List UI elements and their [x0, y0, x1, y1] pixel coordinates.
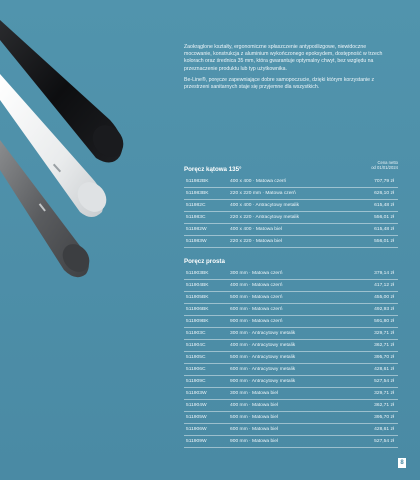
table-row	[184, 280, 398, 292]
product-code: 511909BK	[186, 319, 209, 324]
product-price: 362,71 zł	[374, 343, 394, 348]
table-row	[184, 340, 398, 352]
product-description: 900 mm · Antracytowy metalik	[230, 379, 296, 384]
product-price: 615,48 zł	[374, 227, 394, 232]
product-code: 511982W	[186, 227, 207, 232]
product-code: 511904W	[186, 403, 207, 408]
product-description: 400 mm · Matowa biel	[230, 403, 279, 408]
table-row	[184, 292, 398, 304]
section-title: Poręcz prosta	[184, 258, 225, 265]
product-code: 511909W	[186, 439, 207, 444]
product-code: 511905W	[186, 415, 207, 420]
product-description: 500 mm · Matowa biel	[230, 415, 279, 420]
product-code: 511903W	[186, 391, 207, 396]
price-header-label: Cena netto	[377, 160, 398, 165]
product-description: 400 mm · Matowa czerń	[230, 283, 283, 288]
table-row	[184, 412, 398, 424]
product-description: 500 mm · Antracytowy metalik	[230, 355, 296, 360]
product-code: 511904BK	[186, 283, 209, 288]
product-price: 455,00 zł	[374, 295, 394, 300]
product-description: 600 mm · Antracytowy metalik	[230, 367, 296, 372]
product-code: 511905BK	[186, 295, 209, 300]
table-row	[184, 212, 398, 224]
table-row	[184, 188, 398, 200]
product-price: 329,71 zł	[374, 391, 394, 396]
product-price: 395,70 zł	[374, 355, 394, 360]
table-row	[184, 376, 398, 388]
table-row	[184, 388, 398, 400]
table-row	[184, 224, 398, 236]
intro-paragraph-2: Be-Line®, poręcze zapewniające dobre samopoczucie, dzięki którym korzystanie z przestrzeni sanitarnych staje się przyjemne dla wszystkich.	[184, 76, 375, 91]
product-price: 527,54 zł	[374, 439, 394, 444]
product-code: 511906BK	[186, 307, 209, 312]
product-description: 220 x 220 · Antracytowy metalik	[230, 215, 300, 220]
product-description: 600 mm · Matowa biel	[230, 427, 279, 432]
product-price: 428,61 zł	[374, 367, 394, 372]
product-price: 417,12 zł	[374, 283, 394, 288]
product-price: 379,14 zł	[374, 271, 394, 276]
product-code: 511906W	[186, 427, 207, 432]
product-code: 511904C	[186, 343, 206, 348]
table-row	[184, 316, 398, 328]
price-header-date: od 01/01/2024	[371, 165, 398, 170]
table-row	[184, 304, 398, 316]
product-description: 220 x 220 mm · Matowa czerń	[230, 191, 296, 196]
product-code: 511903C	[186, 331, 206, 336]
section-title: Poręcz kątowa 135°	[184, 166, 242, 173]
section-corner-rail	[184, 160, 398, 173]
table-row	[184, 176, 398, 188]
product-price: 428,61 zł	[374, 427, 394, 432]
product-code: 511903BK	[186, 271, 209, 276]
product-description: 300 mm · Matowa biel	[230, 391, 279, 396]
product-description: 400 mm · Antracytowy metalik	[230, 343, 296, 348]
product-price: 362,71 zł	[374, 403, 394, 408]
intro-text	[184, 44, 394, 95]
product-description: 600 mm · Matowa czerń	[230, 307, 283, 312]
table-row	[184, 268, 398, 280]
product-price: 556,01 zł	[374, 215, 394, 220]
table-row	[184, 200, 398, 212]
product-description: 900 mm · Matowa czerń	[230, 319, 283, 324]
product-description: 300 mm · Antracytowy metalik	[230, 331, 296, 336]
intro-paragraph-1: Zaokrąglone kształty, ergonomiczne spłaszczenie antypoślizgowe, niewidoczne mocowanie, konstrukcja z aluminium wykończonego epoksydem, dostępność w trzech kolorach oraz średnica 35 mm, która gwarantuje optymalny chwyt, bez względu na przeznaczenie produktu lub typ użytkownika.	[184, 44, 383, 72]
product-description: 500 mm · Matowa czerń	[230, 295, 283, 300]
table-row	[184, 352, 398, 364]
page-number: 8	[398, 458, 406, 468]
product-price: 492,93 zł	[374, 307, 394, 312]
table-row	[184, 364, 398, 376]
product-price: 626,10 zł	[374, 191, 394, 196]
product-price: 556,01 zł	[374, 239, 394, 244]
product-code: 511905C	[186, 355, 206, 360]
product-code: 511983C	[186, 215, 206, 220]
product-description: 400 x 400 · Matowa czerń	[230, 179, 287, 184]
section-straight-rail	[184, 258, 398, 265]
product-code: 511982BK	[186, 179, 209, 184]
product-description: 220 x 220 · Matowa biel	[230, 239, 282, 244]
product-description: 400 x 400 · Antracytowy metalik	[230, 203, 300, 208]
black-bar	[0, 20, 130, 163]
product-price: 329,71 zł	[374, 331, 394, 336]
table-row	[184, 328, 398, 340]
product-description: 400 x 400 · Matowa biel	[230, 227, 282, 232]
product-code: 511983W	[186, 239, 207, 244]
product-description: 900 mm · Matowa biel	[230, 439, 279, 444]
table-row	[184, 436, 398, 448]
product-photo-grab-bars	[0, 0, 190, 480]
product-description: 300 mm · Matowa czerń	[230, 271, 283, 276]
table-row	[184, 236, 398, 248]
product-price: 395,70 zł	[374, 415, 394, 420]
product-price: 615,48 zł	[374, 203, 394, 208]
product-code: 511983BK	[186, 191, 209, 196]
product-code: 511982C	[186, 203, 206, 208]
table-row	[184, 400, 398, 412]
product-price: 591,80 zł	[374, 319, 394, 324]
table-row	[184, 424, 398, 436]
product-code: 511906C	[186, 367, 206, 372]
product-price: 527,54 zł	[374, 379, 394, 384]
product-price: 707,79 zł	[374, 179, 394, 184]
price-header	[371, 160, 398, 170]
product-code: 511909C	[186, 379, 206, 384]
